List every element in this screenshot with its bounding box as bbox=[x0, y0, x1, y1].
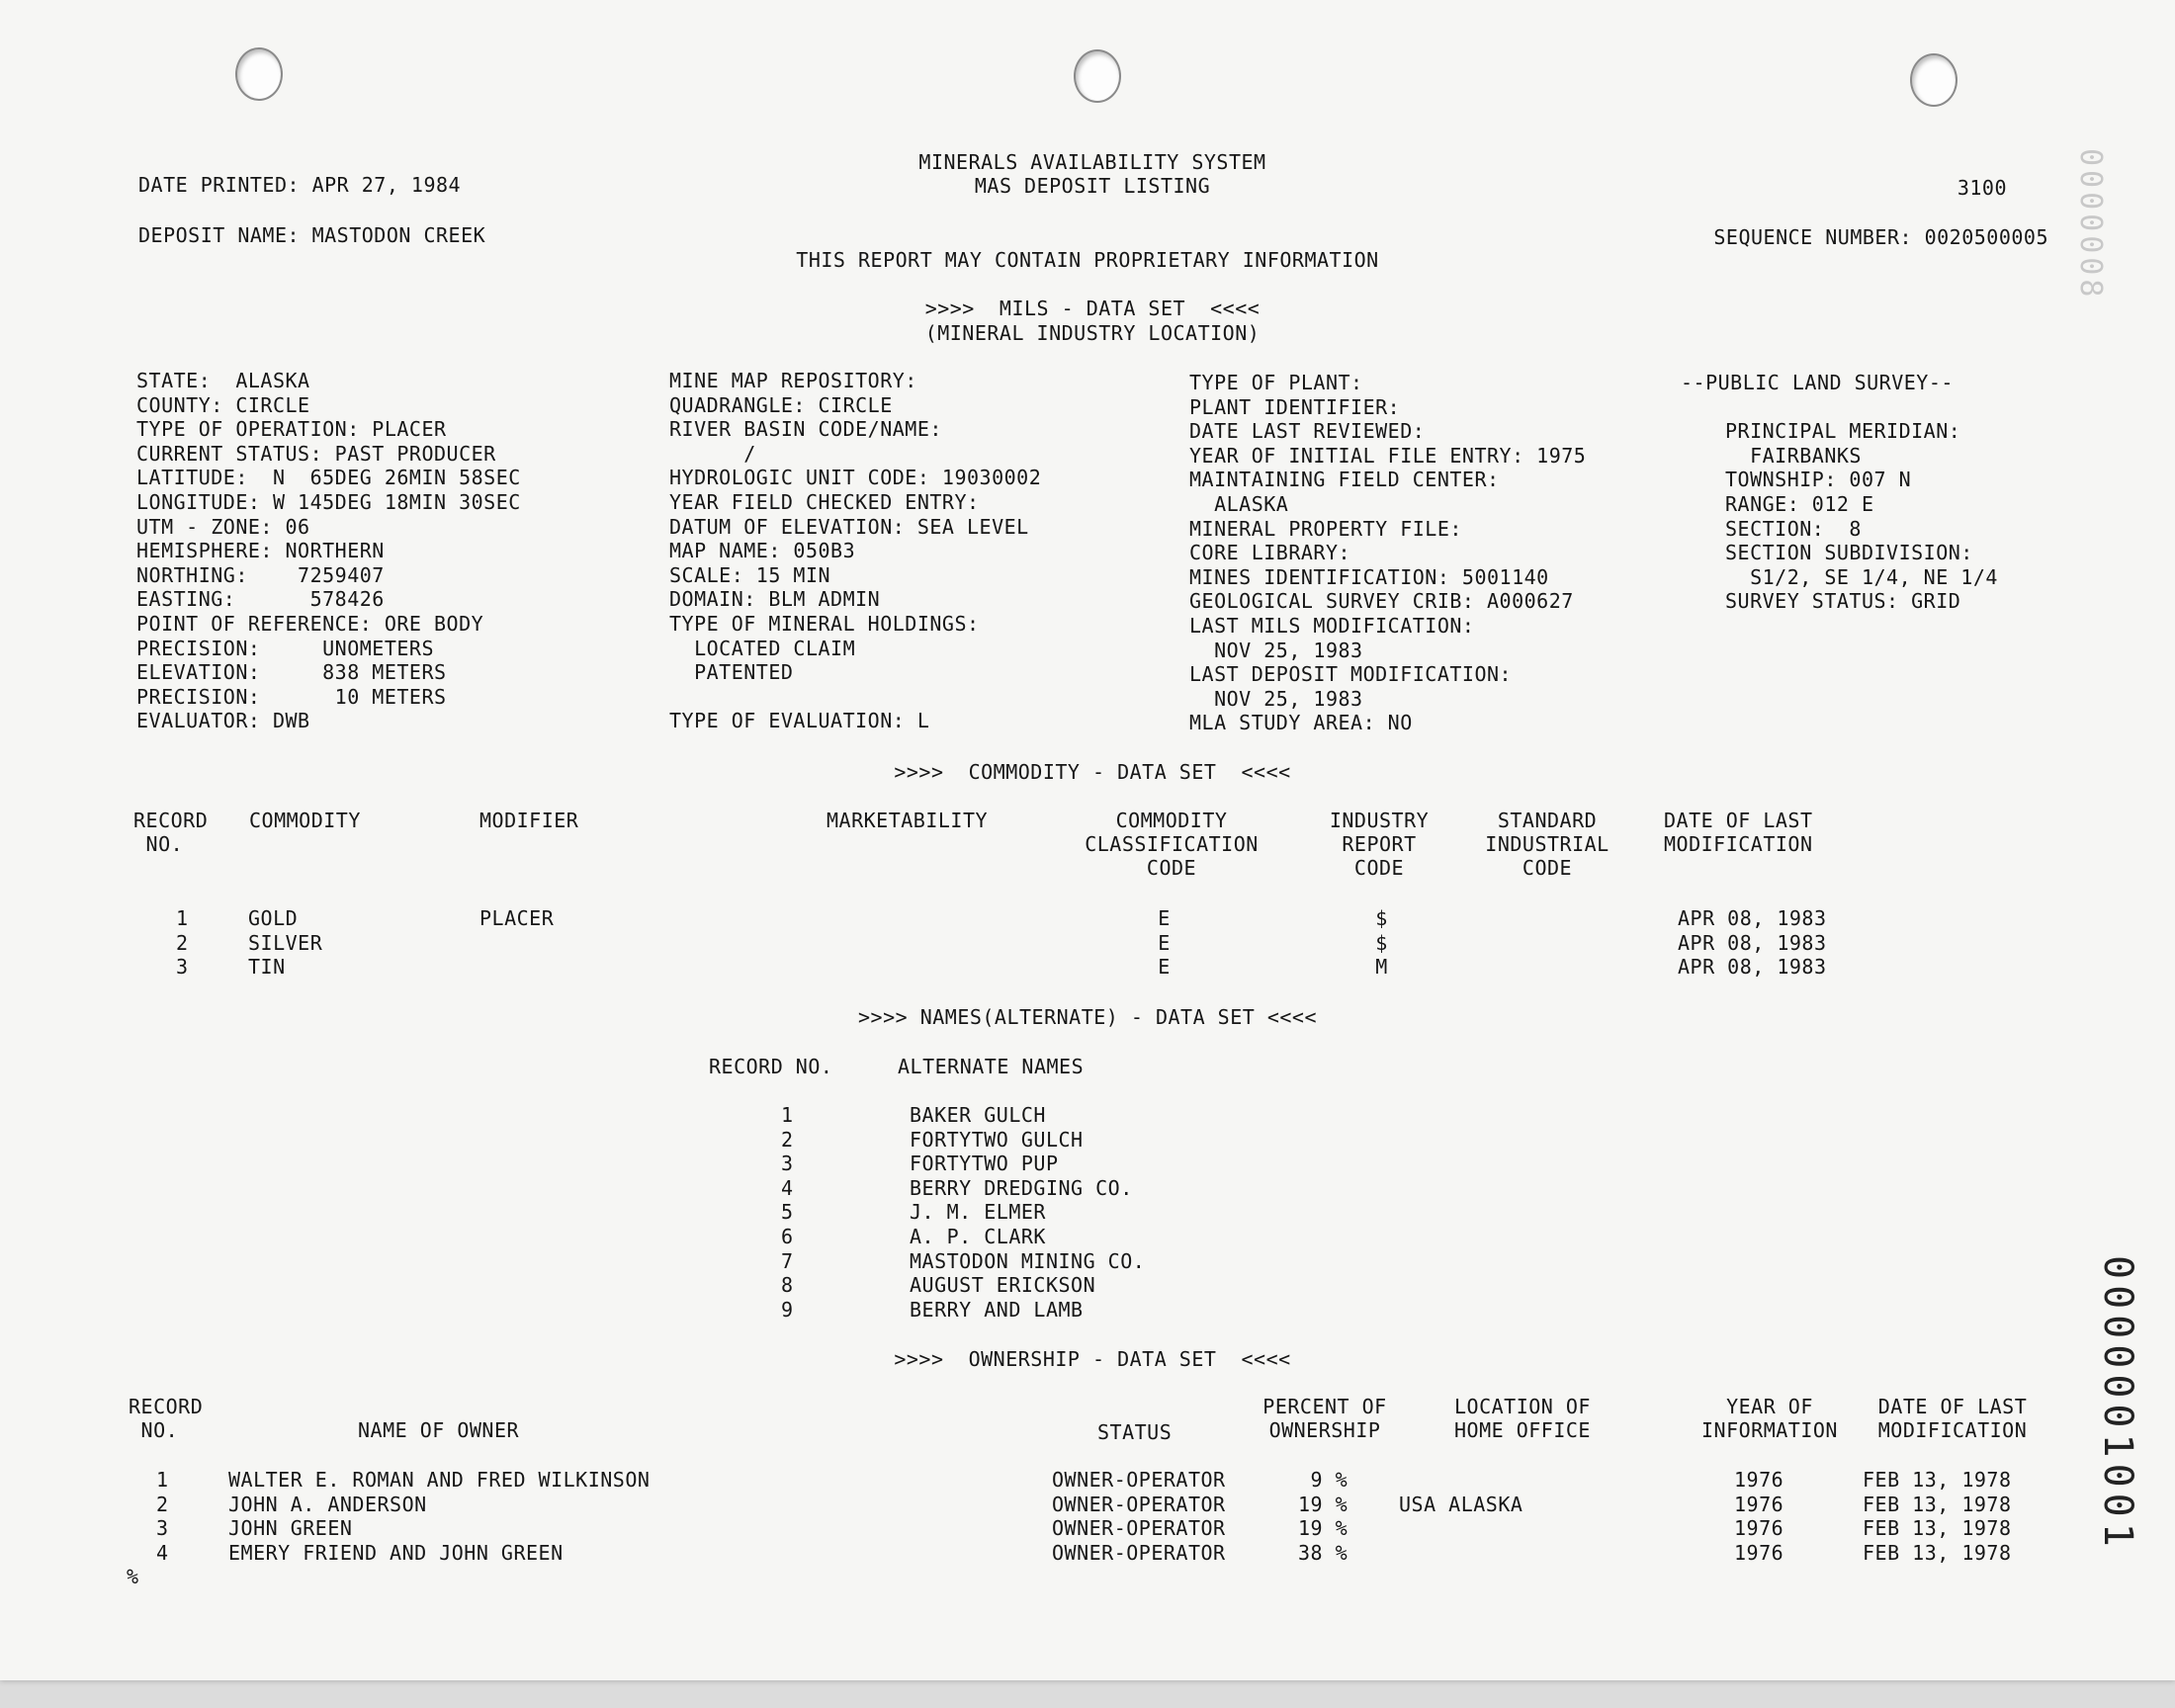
owner-info-year: 1976 bbox=[1734, 1468, 1784, 1492]
mils-field: PATENTED bbox=[669, 660, 794, 685]
owner-name: JOHN GREEN bbox=[228, 1516, 353, 1540]
mils-field: STATE: ALASKA bbox=[136, 369, 310, 392]
commodity-industry-code: M bbox=[1375, 955, 1388, 979]
names-row-number: 1 bbox=[781, 1103, 794, 1127]
names-row-number: 4 bbox=[781, 1175, 794, 1200]
mils-field: EASTING: 578426 bbox=[136, 587, 385, 612]
commodity-header-standard: STANDARD INDUSTRIAL CODE bbox=[1485, 809, 1610, 880]
owner-name: WALTER E. ROMAN AND FRED WILKINSON bbox=[228, 1468, 651, 1492]
mils-field: SURVEY STATUS: GRID bbox=[1725, 589, 1961, 614]
commodity-row-number: 2 bbox=[176, 930, 189, 955]
alternate-name: J. M. ELMER bbox=[910, 1200, 1046, 1225]
mils-field: RIVER BASIN CODE/NAME: bbox=[669, 417, 942, 442]
commodity-classification: E bbox=[1158, 930, 1171, 955]
side-stamp-faint: 0000008 bbox=[2073, 148, 2108, 301]
mils-section-subtitle: (MINERAL INDUSTRY LOCATION) bbox=[924, 321, 1261, 345]
mils-field: MAINTAINING FIELD CENTER: bbox=[1189, 468, 1500, 492]
mils-field: LONGITUDE: W 145DEG 18MIN 30SEC bbox=[136, 490, 521, 514]
commodity-header-classification: COMMODITY CLASSIFICATION CODE bbox=[1085, 809, 1259, 880]
commodity-industry-code: $ bbox=[1375, 906, 1388, 930]
mils-field: TYPE OF EVALUATION: L bbox=[669, 709, 930, 733]
mils-field: TOWNSHIP: 007 N bbox=[1725, 468, 1912, 492]
footer-mark: % bbox=[127, 1565, 139, 1588]
names-header-names: ALTERNATE NAMES bbox=[898, 1055, 1085, 1078]
listing-title: MAS DEPOSIT LISTING bbox=[974, 174, 1211, 198]
mils-field: ELEVATION: 838 METERS bbox=[136, 660, 447, 685]
mils-field: GEOLOGICAL SURVEY CRIB: A000627 bbox=[1189, 589, 1574, 614]
mils-field: DATUM OF ELEVATION: SEA LEVEL bbox=[669, 514, 1029, 539]
commodity-row-number: 1 bbox=[176, 906, 189, 930]
names-row-number: 6 bbox=[781, 1225, 794, 1248]
mils-field: SECTION: 8 bbox=[1725, 516, 1862, 541]
ownership-header-owner: NAME OF OWNER bbox=[358, 1418, 520, 1442]
commodity-industry-code: $ bbox=[1375, 930, 1388, 955]
commodity-header-record: RECORD NO. bbox=[133, 809, 209, 856]
commodity-name: GOLD bbox=[248, 906, 299, 930]
mils-field: QUADRANGLE: CIRCLE bbox=[669, 392, 893, 417]
ownership-header-year: YEAR OF INFORMATION bbox=[1701, 1395, 1838, 1442]
mils-field: YEAR OF INITIAL FILE ENTRY: 1975 bbox=[1189, 443, 1587, 468]
mils-field: NOV 25, 1983 bbox=[1189, 686, 1363, 711]
mils-field: POINT OF REFERENCE: ORE BODY bbox=[136, 612, 484, 636]
mils-field: UTM - ZONE: 06 bbox=[136, 514, 310, 539]
owner-percent: 19 % bbox=[1298, 1516, 1348, 1540]
commodity-modifier: PLACER bbox=[479, 906, 555, 930]
mils-field: CORE LIBRARY: bbox=[1189, 541, 1351, 565]
deposit-name: DEPOSIT NAME: MASTODON CREEK bbox=[138, 223, 486, 247]
punch-hole bbox=[1910, 53, 1958, 107]
owner-percent: 9 % bbox=[1298, 1468, 1348, 1492]
commodity-header-marketability: MARKETABILITY bbox=[826, 809, 989, 832]
alternate-name: BERRY AND LAMB bbox=[910, 1297, 1084, 1322]
ownership-row-number: 1 bbox=[156, 1468, 169, 1492]
mils-field: LATITUDE: N 65DEG 26MIN 58SEC bbox=[136, 466, 521, 490]
owner-home-office: USA ALASKA bbox=[1399, 1492, 1523, 1516]
ownership-row-number: 2 bbox=[156, 1492, 169, 1516]
mils-field: PRECISION: UNOMETERS bbox=[136, 636, 434, 660]
mils-field: NORTHING: 7259407 bbox=[136, 562, 385, 587]
names-row-number: 8 bbox=[781, 1273, 794, 1298]
system-title: MINERALS AVAILABILITY SYSTEM bbox=[918, 150, 1266, 174]
mils-field: PLANT IDENTIFIER: bbox=[1189, 394, 1401, 419]
names-section-title: >>>> NAMES(ALTERNATE) - DATA SET <<<< bbox=[857, 1005, 1318, 1029]
mils-field: HYDROLOGIC UNIT CODE: 19030002 bbox=[669, 466, 1042, 490]
names-row-number: 9 bbox=[781, 1297, 794, 1322]
alternate-name: BERRY DREDGING CO. bbox=[910, 1175, 1133, 1200]
mils-field: TYPE OF PLANT: bbox=[1189, 371, 1363, 394]
names-row-number: 3 bbox=[781, 1152, 794, 1176]
mils-field: RANGE: 012 E bbox=[1725, 492, 1874, 516]
commodity-name: SILVER bbox=[248, 930, 323, 955]
names-row-number: 7 bbox=[781, 1248, 794, 1273]
owner-name: JOHN A. ANDERSON bbox=[228, 1492, 427, 1516]
commodity-header-modifier: MODIFIER bbox=[479, 809, 579, 832]
alternate-name: MASTODON MINING CO. bbox=[910, 1248, 1146, 1273]
ownership-header-location: LOCATION OF HOME OFFICE bbox=[1454, 1395, 1591, 1442]
ownership-header-status: STATUS bbox=[1097, 1420, 1173, 1444]
mils-field: FAIRBANKS bbox=[1725, 443, 1862, 468]
commodity-header-modified: DATE OF LAST MODIFICATION bbox=[1664, 809, 1813, 856]
mils-field: YEAR FIELD CHECKED ENTRY: bbox=[669, 490, 980, 514]
ownership-section-title: >>>> OWNERSHIP - DATA SET <<<< bbox=[894, 1347, 1291, 1371]
commodity-header-industry: INDUSTRY REPORT CODE bbox=[1329, 809, 1430, 880]
punch-hole bbox=[235, 47, 283, 101]
commodity-classification: E bbox=[1158, 955, 1171, 979]
commodity-modified-date: APR 08, 1983 bbox=[1678, 955, 1827, 979]
commodity-row-number: 3 bbox=[176, 955, 189, 979]
mils-field: EVALUATOR: DWB bbox=[136, 709, 310, 733]
mils-section-title: >>>> MILS - DATA SET <<<< bbox=[924, 297, 1261, 320]
mils-field: NOV 25, 1983 bbox=[1189, 638, 1363, 662]
owner-percent: 38 % bbox=[1298, 1540, 1348, 1565]
mils-field: PRECISION: 10 METERS bbox=[136, 684, 447, 709]
commodity-name: TIN bbox=[248, 955, 286, 979]
mils-field: MINE MAP REPOSITORY: bbox=[669, 369, 917, 392]
mils-field: CURRENT STATUS: PAST PRODUCER bbox=[136, 441, 496, 466]
owner-name: EMERY FRIEND AND JOHN GREEN bbox=[228, 1540, 564, 1565]
commodity-modified-date: APR 08, 1983 bbox=[1678, 930, 1827, 955]
ownership-row-number: 4 bbox=[156, 1540, 169, 1565]
names-header-record: RECORD NO. bbox=[709, 1055, 833, 1078]
date-printed: DATE PRINTED: APR 27, 1984 bbox=[138, 173, 462, 197]
owner-status: OWNER-OPERATOR bbox=[1052, 1516, 1226, 1540]
page-code: 3100 bbox=[1957, 176, 2007, 200]
mils-field: LAST DEPOSIT MODIFICATION: bbox=[1189, 662, 1513, 687]
mils-field: ALASKA bbox=[1189, 492, 1289, 516]
owner-modified-date: FEB 13, 1978 bbox=[1863, 1492, 2012, 1516]
mils-field: S1/2, SE 1/4, NE 1/4 bbox=[1725, 564, 1998, 589]
alternate-name: BAKER GULCH bbox=[910, 1103, 1046, 1127]
owner-modified-date: FEB 13, 1978 bbox=[1863, 1540, 2012, 1565]
owner-percent: 19 % bbox=[1298, 1492, 1348, 1516]
alternate-name: FORTYTWO PUP bbox=[910, 1152, 1059, 1176]
ownership-header-record: RECORD NO. bbox=[129, 1395, 204, 1442]
mils-field: DOMAIN: BLM ADMIN bbox=[669, 587, 881, 612]
mils-field: LAST MILS MODIFICATION: bbox=[1189, 614, 1475, 638]
ownership-header-modified: DATE OF LAST MODIFICATION bbox=[1877, 1395, 2028, 1442]
commodity-header-commodity: COMMODITY bbox=[249, 809, 361, 832]
owner-modified-date: FEB 13, 1978 bbox=[1863, 1516, 2012, 1540]
names-row-number: 5 bbox=[781, 1200, 794, 1225]
proprietary-notice: THIS REPORT MAY CONTAIN PROPRIETARY INFORMATION bbox=[796, 248, 1379, 272]
punch-hole bbox=[1074, 49, 1121, 103]
alternate-name: FORTYTWO GULCH bbox=[910, 1127, 1084, 1152]
owner-info-year: 1976 bbox=[1734, 1540, 1784, 1565]
sequence-number: SEQUENCE NUMBER: 0020500005 bbox=[1713, 225, 2048, 249]
mils-field: DATE LAST REVIEWED: bbox=[1189, 419, 1426, 444]
mils-field: COUNTY: CIRCLE bbox=[136, 392, 310, 417]
owner-info-year: 1976 bbox=[1734, 1492, 1784, 1516]
ownership-row-number: 3 bbox=[156, 1516, 169, 1540]
alternate-name: AUGUST ERICKSON bbox=[910, 1273, 1096, 1298]
ownership-header-percent: PERCENT OF OWNERSHIP bbox=[1262, 1395, 1387, 1442]
mils-field: MAP NAME: 050B3 bbox=[669, 539, 856, 563]
owner-status: OWNER-OPERATOR bbox=[1052, 1540, 1226, 1565]
owner-modified-date: FEB 13, 1978 bbox=[1863, 1468, 2012, 1492]
commodity-section-title: >>>> COMMODITY - DATA SET <<<< bbox=[894, 760, 1291, 784]
owner-status: OWNER-OPERATOR bbox=[1052, 1492, 1226, 1516]
side-stamp-number: 0000001001 bbox=[2095, 1255, 2140, 1553]
mils-field: MINERAL PROPERTY FILE: bbox=[1189, 516, 1462, 541]
commodity-modified-date: APR 08, 1983 bbox=[1678, 906, 1827, 930]
mils-field: SCALE: 15 MIN bbox=[669, 562, 831, 587]
mils-field: --PUBLIC LAND SURVEY-- bbox=[1681, 371, 1954, 394]
mils-field: SECTION SUBDIVISION: bbox=[1725, 541, 1973, 565]
mils-field: LOCATED CLAIM bbox=[669, 636, 856, 660]
owner-status: OWNER-OPERATOR bbox=[1052, 1468, 1226, 1492]
mils-field: MLA STUDY AREA: NO bbox=[1189, 711, 1413, 735]
commodity-classification: E bbox=[1158, 906, 1171, 930]
alternate-name: A. P. CLARK bbox=[910, 1225, 1046, 1248]
mils-field: PRINCIPAL MERIDIAN: bbox=[1725, 419, 1961, 444]
mils-field: HEMISPHERE: NORTHERN bbox=[136, 539, 385, 563]
owner-info-year: 1976 bbox=[1734, 1516, 1784, 1540]
names-row-number: 2 bbox=[781, 1127, 794, 1152]
mils-field: TYPE OF MINERAL HOLDINGS: bbox=[669, 612, 980, 636]
mils-field: TYPE OF OPERATION: PLACER bbox=[136, 417, 447, 442]
mils-field: / bbox=[669, 441, 756, 466]
mils-field: MINES IDENTIFICATION: 5001140 bbox=[1189, 564, 1549, 589]
